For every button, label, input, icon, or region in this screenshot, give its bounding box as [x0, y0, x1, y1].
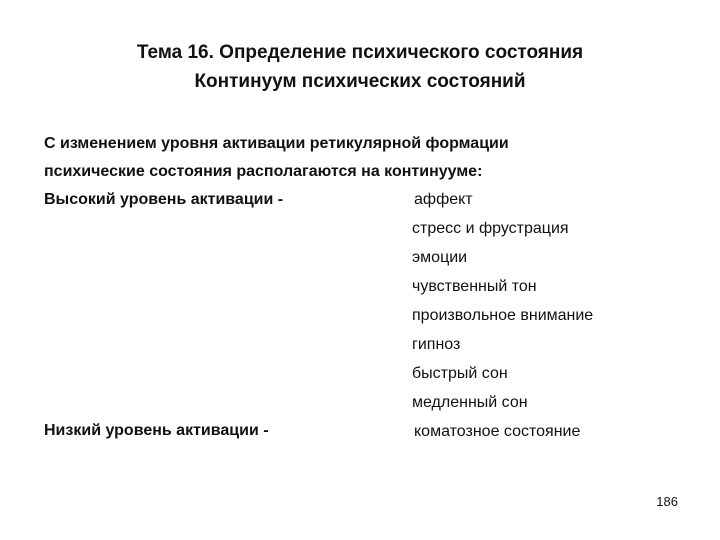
high-activation-label: Высокий уровень активации -: [44, 191, 284, 208]
state-item-stress: стресс и фрустрация: [412, 220, 569, 237]
low-activation-label: Низкий уровень активации -: [44, 422, 269, 439]
state-item-emotions: эмоции: [412, 249, 468, 266]
intro-line-1: С изменением уровня активации ретикулярной формации: [44, 135, 509, 152]
title-line-2: Континуум психических состояний: [194, 71, 526, 92]
state-item-hypnosis: гипноз: [412, 336, 461, 353]
intro-text: [44, 130, 509, 186]
state-item-sensory-tone: чувственный тон: [412, 278, 537, 295]
state-item-voluntary-attention: произвольное внимание: [412, 307, 594, 324]
slide-title: [0, 38, 720, 96]
state-item-slow-sleep: медленный сон: [412, 394, 528, 411]
title-line-1: Тема 16. Определение психического состояния: [136, 42, 584, 63]
page-number: 186: [656, 494, 678, 509]
state-item-affect: аффект: [414, 191, 473, 208]
state-item-rem-sleep: быстрый сон: [412, 365, 508, 382]
states-continuum-list: [412, 185, 593, 446]
state-item-coma: коматозное состояние: [414, 423, 581, 440]
intro-line-2: психические состояния располагаются на континууме:: [44, 163, 483, 180]
